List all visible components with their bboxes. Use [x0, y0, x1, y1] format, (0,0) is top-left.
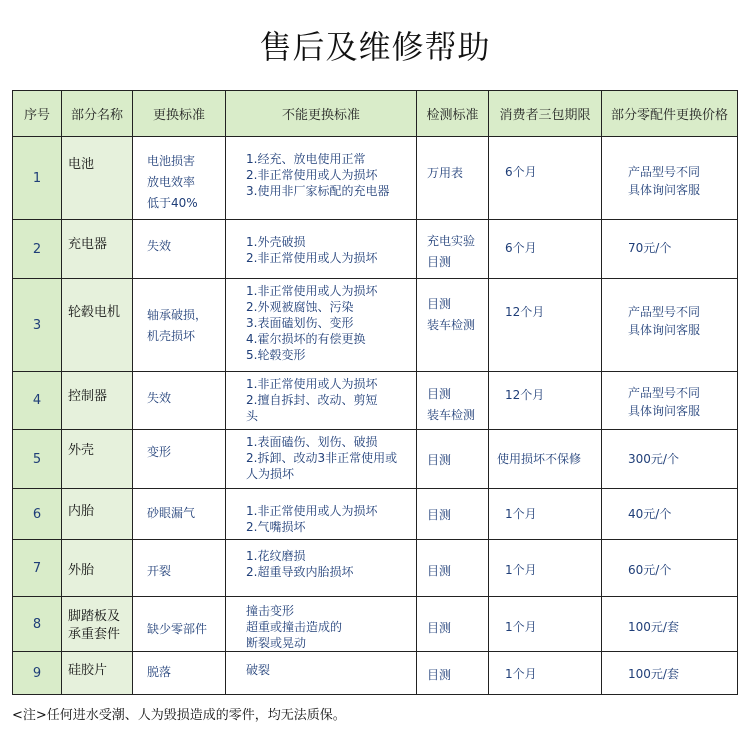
test-cell-content — [417, 597, 488, 639]
price-cell-content — [602, 430, 737, 468]
exclusion-line: 1.外壳破损 — [246, 235, 306, 249]
part-line: 承重套件 — [68, 627, 121, 642]
standard-line: 失效 — [147, 239, 172, 253]
test-cell-content — [417, 430, 488, 471]
exclusion-line: 2.拆卸、改动3非正常使用或 — [246, 451, 398, 465]
exclusion-cell-content — [226, 597, 416, 651]
row-number: 7 — [13, 540, 62, 597]
warranty-value: 1个月 — [505, 667, 537, 681]
replace-standard-cell — [133, 489, 226, 540]
row-number: 2 — [13, 220, 62, 279]
standard-line: 缺少零部件 — [147, 622, 208, 636]
price-cell — [602, 489, 738, 540]
table-row — [13, 430, 738, 489]
table-row — [13, 220, 738, 279]
test-line: 目测 — [427, 564, 452, 578]
price-cell-content — [602, 597, 737, 636]
footer-note: <注>任何进水受潮、人为毁损造成的零件，均无法质保。 — [12, 708, 346, 723]
price-line: 具体询问客服 — [628, 183, 701, 197]
replace-standard-cell — [133, 540, 226, 597]
replace-standard-cell — [133, 279, 226, 372]
price-line: 40元/个 — [628, 507, 672, 521]
standard-line: 砂眼漏气 — [147, 506, 196, 520]
warranty-cell — [489, 652, 602, 695]
table-row — [13, 279, 738, 372]
price-line: 产品型号不同 — [628, 305, 701, 319]
exclusion-standard-cell — [226, 137, 417, 220]
test-line: 目测 — [427, 255, 452, 269]
warranty-cell — [489, 220, 602, 279]
exclusion-standard-cell — [226, 540, 417, 597]
test-line: 目测 — [427, 621, 452, 635]
standard-cell-content — [133, 597, 225, 640]
standard-line: 轴承破损， — [147, 308, 208, 322]
warranty-cell — [489, 430, 602, 489]
exclusion-standard-cell — [226, 652, 417, 695]
exclusion-line: 1.表面磕伤、划伤、破损 — [246, 435, 378, 449]
replace-standard-cell — [133, 597, 226, 652]
warranty-cell — [489, 489, 602, 540]
part-cell-content — [62, 597, 132, 644]
test-line: 目测 — [427, 453, 452, 467]
replace-standard-cell — [133, 372, 226, 430]
part-line: 外壳 — [68, 443, 95, 458]
warranty-cell — [489, 279, 602, 372]
part-name-cell — [62, 597, 133, 652]
standard-line: 机壳损坏 — [147, 329, 196, 343]
price-line: 60元/个 — [628, 563, 672, 577]
header-part: 部分名称 — [62, 91, 133, 137]
standard-line: 电池损害 — [147, 154, 196, 168]
part-name-cell — [62, 372, 133, 430]
exclusion-line: 破裂 — [246, 663, 271, 677]
warranty-value: 1个月 — [505, 563, 537, 577]
test-standard-cell — [417, 540, 489, 597]
standard-cell-content — [133, 137, 225, 214]
standard-cell-content — [133, 220, 225, 257]
part-cell-content — [62, 279, 132, 322]
test-line: 目测 — [427, 297, 452, 311]
test-standard-cell — [417, 372, 489, 430]
exclusion-line: 2.超重导致内胎损坏 — [246, 565, 354, 579]
price-cell — [602, 279, 738, 372]
part-name-cell — [62, 220, 133, 279]
header-standard: 更换标准 — [133, 91, 226, 137]
part-cell-content — [62, 137, 132, 174]
exclusion-cell-content — [226, 430, 416, 482]
test-standard-cell — [417, 137, 489, 220]
price-cell-content — [602, 540, 737, 579]
part-cell-content — [62, 540, 132, 580]
header-price: 部分零配件更换价格 — [602, 91, 738, 137]
replace-standard-cell — [133, 652, 226, 695]
exclusion-cell-content — [226, 540, 416, 580]
exclusion-standard-cell — [226, 430, 417, 489]
part-cell-content — [62, 652, 132, 680]
part-line: 充电器 — [68, 237, 108, 252]
exclusion-standard-cell — [226, 279, 417, 372]
price-cell — [602, 540, 738, 597]
warranty-value: 12个月 — [505, 305, 545, 319]
table-row — [13, 372, 738, 430]
header-exclusion: 不能更换标准 — [226, 91, 417, 137]
exclusion-line: 4.霍尔损坏的有偿更换 — [246, 332, 366, 346]
replace-standard-cell — [133, 430, 226, 489]
price-cell-content — [602, 137, 737, 199]
table-row — [13, 652, 738, 695]
price-cell — [602, 372, 738, 430]
exclusion-line: 头 — [246, 409, 259, 423]
warranty-cell — [489, 372, 602, 430]
part-cell-content — [62, 430, 132, 460]
part-line: 内胎 — [68, 504, 95, 519]
table-row — [13, 137, 738, 220]
header-no: 序号 — [13, 91, 62, 137]
test-line: 装车检测 — [427, 408, 476, 422]
exclusion-line: 1.非正常使用或人为损坏 — [246, 284, 378, 298]
part-cell-content — [62, 220, 132, 254]
table-row — [13, 489, 738, 540]
part-name-cell — [62, 489, 133, 540]
part-cell-content — [62, 372, 132, 406]
price-line: 300元/个 — [628, 452, 679, 466]
standard-cell-content — [133, 540, 225, 582]
warranty-cell — [489, 597, 602, 652]
price-line: 具体询问客服 — [628, 323, 701, 337]
table-row — [13, 597, 738, 652]
row-number: 4 — [13, 372, 62, 430]
warranty-value: 使用损坏不保修 — [497, 452, 582, 466]
price-cell-content — [602, 279, 737, 339]
test-cell-content — [417, 489, 488, 526]
test-standard-cell — [417, 279, 489, 372]
table-row — [13, 540, 738, 597]
price-line: 产品型号不同 — [628, 386, 701, 400]
standard-cell-content — [133, 652, 225, 683]
test-cell-content — [417, 372, 488, 426]
row-number: 1 — [13, 137, 62, 220]
test-standard-cell — [417, 652, 489, 695]
part-name-cell — [62, 430, 133, 489]
warranty-cell — [489, 540, 602, 597]
exclusion-standard-cell — [226, 372, 417, 430]
page-title: 售后及维修帮助 — [259, 28, 491, 66]
part-name-cell — [62, 137, 133, 220]
exclusion-line: 1.非正常使用或人为损坏 — [246, 504, 378, 518]
exclusion-cell-content — [226, 652, 416, 678]
price-cell-content — [602, 220, 737, 257]
price-line: 70元/个 — [628, 241, 672, 255]
replace-standard-cell — [133, 137, 226, 220]
test-standard-cell — [417, 489, 489, 540]
standard-line: 脱落 — [147, 665, 172, 679]
row-number: 6 — [13, 489, 62, 540]
standard-cell-content — [133, 372, 225, 409]
part-line: 脚踏板及 — [68, 609, 121, 624]
price-cell-content — [602, 372, 737, 420]
row-number: 8 — [13, 597, 62, 652]
price-cell — [602, 430, 738, 489]
part-line: 控制器 — [68, 389, 108, 404]
part-name-cell — [62, 540, 133, 597]
exclusion-line: 2.外观被腐蚀、污染 — [246, 300, 354, 314]
exclusion-line: 1.花纹磨损 — [246, 549, 306, 563]
table-header-row — [13, 91, 738, 137]
price-cell-content — [602, 489, 737, 523]
standard-cell-content — [133, 430, 225, 463]
warranty-value: 6个月 — [505, 241, 537, 255]
exclusion-line: 撞击变形 — [246, 604, 295, 618]
test-line: 目测 — [427, 508, 452, 522]
price-cell — [602, 220, 738, 279]
test-cell-content — [417, 652, 488, 686]
test-cell-content — [417, 220, 488, 273]
exclusion-cell-content — [226, 220, 416, 266]
test-line: 目测 — [427, 387, 452, 401]
test-cell-content — [417, 279, 488, 336]
warranty-value: 12个月 — [505, 388, 545, 402]
test-cell-content — [417, 137, 488, 184]
test-line: 万用表 — [427, 166, 464, 180]
exclusion-cell-content — [226, 372, 416, 424]
exclusion-standard-cell — [226, 597, 417, 652]
exclusion-line: 断裂或晃动 — [246, 636, 307, 650]
test-standard-cell — [417, 597, 489, 652]
exclusion-line: 5.轮毂变形 — [246, 348, 306, 362]
test-cell-content — [417, 540, 488, 582]
exclusion-line: 超重或撞击造成的 — [246, 620, 343, 634]
exclusion-line: 2.非正常使用或人为损坏 — [246, 168, 378, 182]
replace-standard-cell — [133, 220, 226, 279]
exclusion-line: 3.表面磕划伤、变形 — [246, 316, 354, 330]
part-name-cell — [62, 652, 133, 695]
standard-cell-content — [133, 279, 225, 347]
price-line: 具体询问客服 — [628, 404, 701, 418]
standard-line: 开裂 — [147, 564, 172, 578]
test-standard-cell — [417, 220, 489, 279]
test-line: 充电实验 — [427, 234, 476, 248]
header-warranty: 消费者三包期限 — [489, 91, 602, 137]
exclusion-line: 1.非正常使用或人为损坏 — [246, 377, 378, 391]
row-number: 5 — [13, 430, 62, 489]
price-cell — [602, 652, 738, 695]
price-cell-content — [602, 652, 737, 683]
exclusion-line: 2.气嘴损坏 — [246, 520, 306, 534]
part-name-cell — [62, 279, 133, 372]
warranty-value: 6个月 — [505, 165, 537, 179]
part-cell-content — [62, 489, 132, 521]
warranty-value: 1个月 — [505, 507, 537, 521]
part-line: 电池 — [68, 157, 95, 172]
warranty-value: 1个月 — [505, 620, 537, 634]
part-line: 外胎 — [68, 563, 95, 578]
header-test: 检测标准 — [417, 91, 489, 137]
price-cell — [602, 137, 738, 220]
exclusion-standard-cell — [226, 489, 417, 540]
standard-cell-content — [133, 489, 225, 524]
standard-line: 变形 — [147, 445, 172, 459]
row-number: 9 — [13, 652, 62, 695]
after-sales-table — [12, 90, 738, 695]
row-number: 3 — [13, 279, 62, 372]
exclusion-cell-content — [226, 137, 416, 199]
exclusion-line: 1.经充、放电使用正常 — [246, 152, 366, 166]
test-line: 装车检测 — [427, 318, 476, 332]
exclusion-cell-content — [226, 279, 416, 363]
exclusion-line: 2.擅自拆封、改动、剪短 — [246, 393, 378, 407]
part-line: 硅胶片 — [68, 663, 108, 678]
standard-line: 低于40% — [147, 196, 198, 210]
price-line: 100元/套 — [628, 667, 679, 681]
warranty-cell — [489, 137, 602, 220]
standard-line: 失效 — [147, 391, 172, 405]
exclusion-line: 2.非正常使用或人为损坏 — [246, 251, 378, 265]
price-line: 产品型号不同 — [628, 165, 701, 179]
part-line: 轮毂电机 — [68, 305, 121, 320]
price-cell — [602, 597, 738, 652]
exclusion-line: 3.使用非厂家标配的充电器 — [246, 184, 390, 198]
test-line: 目测 — [427, 668, 452, 682]
price-line: 100元/套 — [628, 620, 679, 634]
standard-line: 放电效率 — [147, 175, 196, 189]
test-standard-cell — [417, 430, 489, 489]
exclusion-cell-content — [226, 489, 416, 535]
exclusion-standard-cell — [226, 220, 417, 279]
exclusion-line: 人为损坏 — [246, 467, 295, 481]
